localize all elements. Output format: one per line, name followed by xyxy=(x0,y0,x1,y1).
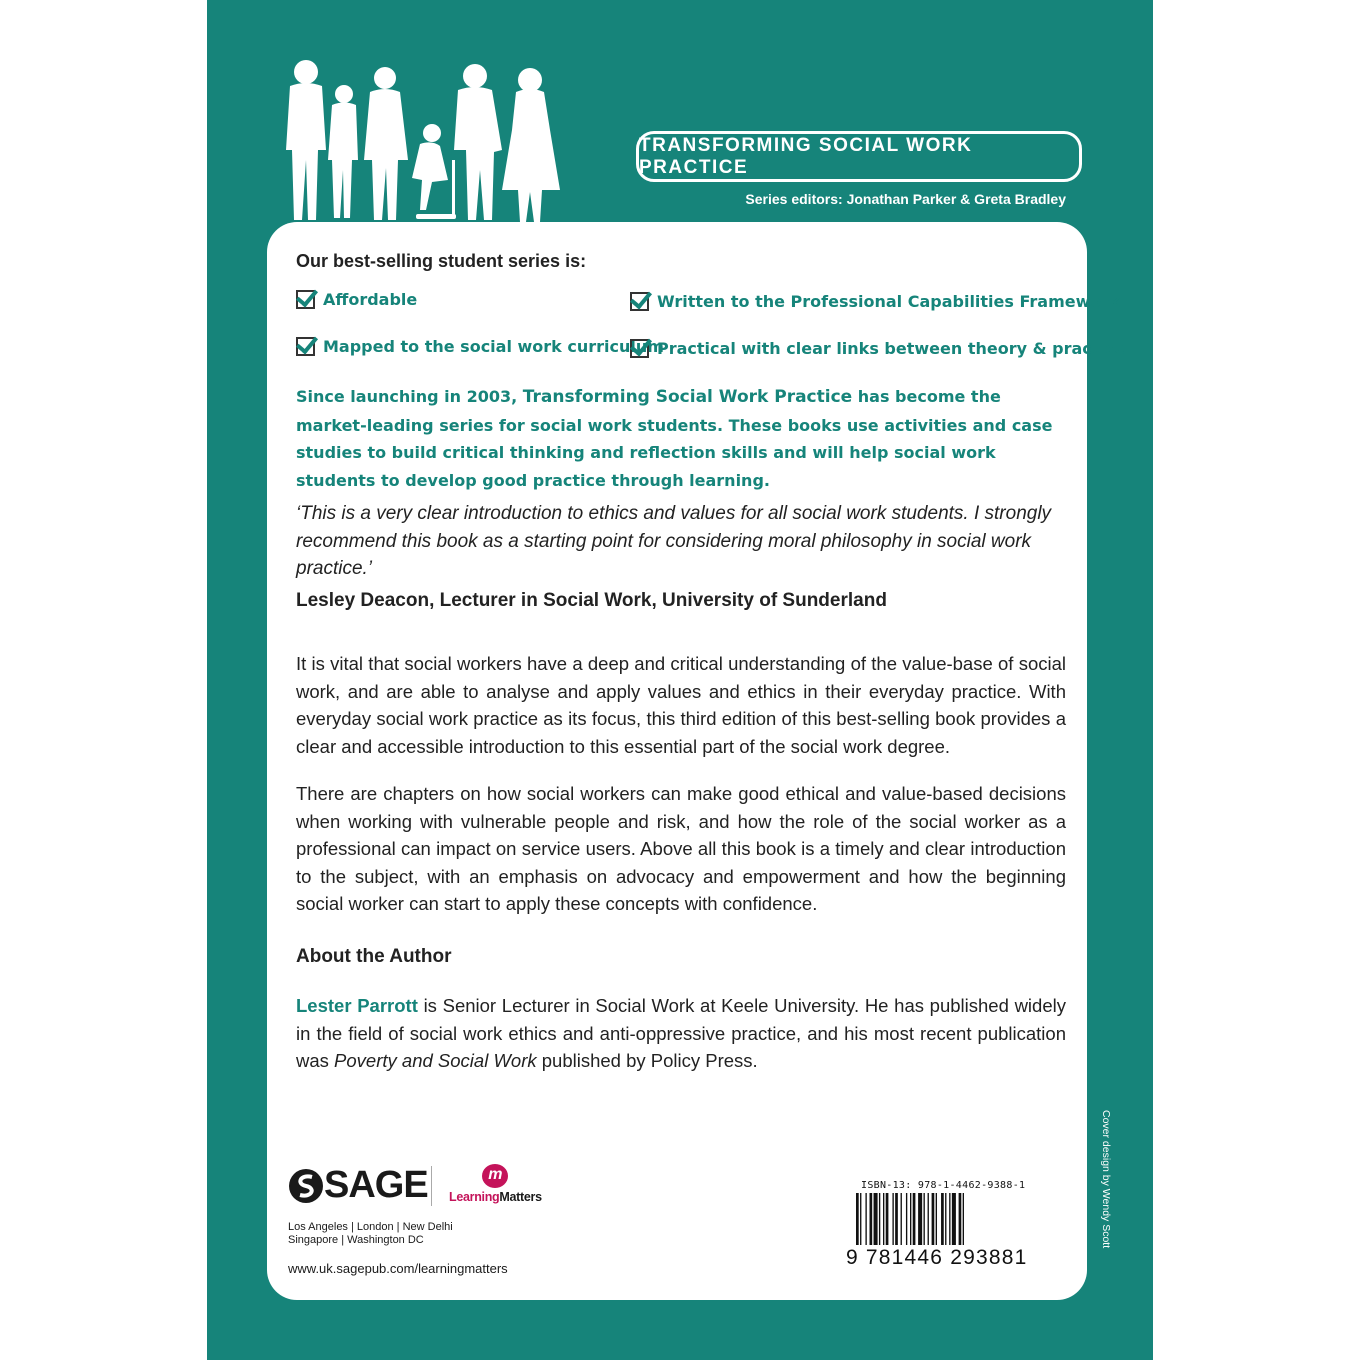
review-quote: ‘This is a very clear introduction to ethics and values for all social work students. I strongly recommend this book as a starting point for considering moral philosophy in social work practice.’ xyxy=(296,503,1052,579)
learning-matters-logo xyxy=(449,1164,542,1204)
cover-design-credit: Cover design by Wendy Scott xyxy=(1100,1110,1112,1249)
series-intro xyxy=(296,383,1062,494)
sage-wordmark: SAGE xyxy=(324,1164,428,1206)
feature-item xyxy=(630,339,1125,358)
barcode-bar xyxy=(924,1193,925,1245)
checkbox-icon xyxy=(630,339,649,358)
barcode-bar xyxy=(918,1193,922,1245)
series-editors: Series editors: Jonathan Parker & Greta Bradley xyxy=(745,191,1066,207)
barcode-bar xyxy=(928,1193,929,1245)
learning-matters-icon: m xyxy=(482,1164,508,1188)
lm-prefix: Learning xyxy=(449,1190,500,1204)
feature-label: Practical with clear links between theory & practice xyxy=(657,339,1126,358)
barcode-bar xyxy=(949,1193,950,1245)
feature-item xyxy=(296,290,417,309)
feature-label: Written to the Professional Capabilities Framework xyxy=(657,292,1120,311)
intro-text: Since launching in 2003, xyxy=(296,387,523,406)
family-silhouette-icon xyxy=(280,50,580,240)
checkbox-icon xyxy=(296,337,315,356)
publisher-cities xyxy=(288,1221,453,1247)
feature-item xyxy=(296,337,664,356)
barcode-bar xyxy=(910,1193,911,1245)
checkbox-icon xyxy=(630,292,649,311)
publisher-url: www.uk.sagepub.com/learningmatters xyxy=(288,1261,508,1276)
author-name: Lester Parrott xyxy=(296,995,418,1016)
review-source: Lesley Deacon, Lecturer in Social Work, University of Sunderland xyxy=(296,590,887,611)
barcode-bar xyxy=(936,1193,937,1245)
isbn-digits: 9 781446 293881 xyxy=(846,1246,1028,1269)
barcode-bar xyxy=(892,1193,893,1245)
feature-label: Mapped to the social work curriculum xyxy=(323,337,664,356)
barcode-bar xyxy=(883,1193,884,1245)
barcode-bar xyxy=(901,1193,902,1245)
checkbox-icon xyxy=(296,290,315,309)
cities-line: Singapore | Washington DC xyxy=(288,1234,424,1246)
barcode-bar xyxy=(886,1193,889,1245)
barcode xyxy=(856,1193,1023,1253)
intro-series-name: Transforming Social Work Practice xyxy=(522,387,853,407)
barcode-bar xyxy=(932,1193,935,1245)
lm-suffix: Matters xyxy=(499,1190,542,1204)
barcode-bar xyxy=(952,1193,956,1245)
author-bio-text: published by Policy Press. xyxy=(536,1050,758,1071)
barcode-bar xyxy=(874,1193,878,1245)
about-author-heading: About the Author xyxy=(296,946,452,967)
barcode-bar xyxy=(941,1193,944,1245)
description-paragraph: There are chapters on how social workers can make good ethical and value-based decisions when working with vulnerable people and risk, and how the role of the social worker as a professional can impact on service users. Above all this book is a timely and clear introduction to the subject, with an emphasis on advocacy and empowerment and how the beginning social worker can start to apply these concepts with confidence. xyxy=(296,783,1066,914)
barcode-bar xyxy=(913,1193,916,1245)
barcode-bar xyxy=(860,1193,861,1245)
sage-logo-icon xyxy=(288,1168,324,1204)
feature-item xyxy=(630,292,1120,311)
isbn-label: ISBN-13: 978-1-4462-9388-1 xyxy=(861,1180,1026,1191)
sage-logo xyxy=(288,1164,428,1207)
barcode-bar xyxy=(870,1193,873,1245)
learning-matters-wordmark xyxy=(449,1190,542,1204)
series-title-badge: TRANSFORMING SOCIAL WORK PRACTICE xyxy=(636,131,1082,182)
barcode-bar xyxy=(879,1193,880,1245)
author-bio-text: is Senior Lecturer in Social Work at Keele University. He has published widely in the field of social work ethics and anti-oppressive practice, and his most recent publication was xyxy=(296,995,1066,1071)
feature-label: Affordable xyxy=(323,290,418,309)
barcode-bar xyxy=(963,1193,964,1245)
barcode-bar xyxy=(959,1193,962,1245)
barcode-bar xyxy=(865,1193,866,1245)
logo-divider xyxy=(431,1166,432,1206)
author-book-title: Poverty and Social Work xyxy=(334,1050,537,1071)
description-paragraph: It is vital that social workers have a deep and critical understanding of the value-base of social work, and are able to analyse and apply values and ethics in their everyday practice. With everyday social work practice as its focus, this third edition of this best-selling book provides a clear and accessible introduction to this essential part of the social work degree. xyxy=(296,653,1066,757)
cities-line: Los Angeles | London | New Delhi xyxy=(288,1221,453,1233)
barcode-bar xyxy=(895,1193,898,1245)
barcode-bar xyxy=(945,1193,946,1245)
barcode-bar xyxy=(906,1193,907,1245)
features-heading: Our best-selling student series is: xyxy=(296,251,587,271)
intro-text: has become the market-leading series for social work students. These books use activities and case studies to build critical thinking and reflection skills and will help social work students to develop good practice through learning. xyxy=(296,387,1053,490)
barcode-bar xyxy=(856,1193,859,1245)
author-bio xyxy=(296,992,1066,1075)
